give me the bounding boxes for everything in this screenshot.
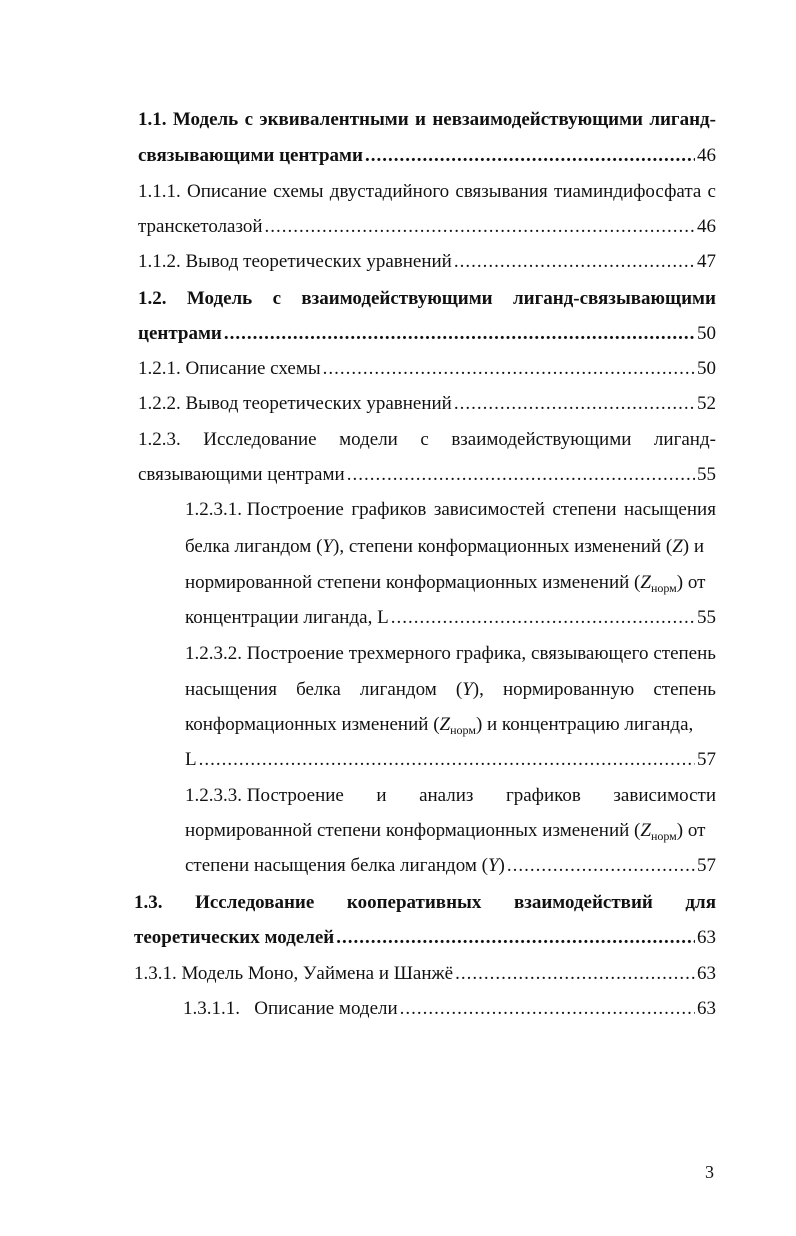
toc-entry-1-1-2: [138, 250, 716, 274]
subscript: норм: [650, 829, 677, 843]
toc-entry-1-2-3-2-line4: [185, 748, 716, 772]
text-fragment: ): [498, 855, 505, 876]
word: лиганд-связывающими: [512, 288, 716, 309]
toc-entry-title: центрами: [138, 323, 222, 344]
symbol-y: Y: [322, 536, 333, 557]
page-ref: 47: [697, 251, 716, 272]
toc-entry-1-2-3-2-line2: [185, 678, 716, 702]
word: тиаминдифосфата: [554, 181, 702, 202]
page-ref: 46: [697, 145, 716, 166]
word: кооперативных: [346, 892, 482, 913]
word: модели: [339, 429, 398, 450]
dot-leader: [507, 854, 695, 878]
symbol-z: Z: [640, 572, 651, 593]
toc-entry-title: теоретических моделей: [134, 927, 335, 948]
dot-leader: [455, 962, 695, 986]
word: насыщения: [624, 499, 716, 520]
word: с: [244, 109, 254, 130]
word: Описание: [186, 181, 267, 202]
toc-entry-title: связывающими центрами: [138, 145, 363, 166]
dot-leader: [224, 322, 695, 346]
toc-entry-1-3-1-1: [183, 997, 716, 1021]
dot-leader: [365, 144, 695, 168]
word: 1.1.: [138, 109, 167, 130]
toc-entry-1-2-1: [138, 357, 716, 381]
page-ref: 57: [697, 749, 716, 770]
word: Модель: [186, 288, 253, 309]
word: графиков: [351, 499, 427, 520]
page-ref: 50: [697, 323, 716, 344]
dot-leader: [347, 463, 695, 487]
word: взаимодействий: [513, 892, 653, 913]
text-fragment: ) и концентрацию лиганда,: [475, 714, 694, 735]
toc-entry-title: L: [185, 749, 197, 770]
word: степень: [653, 643, 716, 664]
toc-entry-1-3-line1: [134, 891, 716, 915]
text-fragment: ), степени конформационных изменений (: [333, 536, 673, 557]
dot-leader: [199, 748, 695, 772]
toc-entry-1-2-3-1-line1: [185, 498, 716, 522]
toc-entry-1-2-3-3-line1: [185, 784, 716, 808]
text-fragment: белка лигандом (: [185, 536, 323, 557]
word: анализ: [419, 785, 474, 806]
text-fragment: степени насыщения белка лигандом (: [185, 855, 488, 876]
symbol-z: Z: [672, 536, 683, 557]
word: лигандом: [359, 679, 437, 700]
word: зависимостей: [433, 499, 545, 520]
word: эквивалентными: [259, 109, 409, 130]
word: с: [420, 429, 429, 450]
dot-leader: [391, 606, 695, 630]
word: Модель: [172, 109, 239, 130]
dot-leader: [265, 215, 695, 239]
dot-leader: [400, 997, 695, 1021]
toc-entry-1-1-1-line1: [138, 180, 716, 204]
toc-entry-title: 1.3.1.1. Описание модели: [183, 998, 398, 1019]
toc-entry-title: 1.2.2. Вывод теоретических уравнений: [138, 393, 452, 414]
word: лиганд-: [649, 109, 716, 130]
toc-entry-title: 1.3.1. Модель Моно, Уаймена и Шанжё: [134, 963, 454, 984]
symbol-z: Z: [640, 820, 651, 841]
word: Исследование: [203, 429, 317, 450]
page-ref: 50: [697, 358, 716, 379]
word: и: [376, 785, 387, 806]
word: трехмерного: [348, 643, 451, 664]
word: и: [415, 109, 426, 130]
toc-entry-1-2-2: [138, 392, 716, 416]
word: нормированную: [502, 679, 635, 700]
toc-entry-1-1-line1: [138, 108, 716, 132]
toc-entry-1-2-3-1-line4: [185, 606, 716, 630]
page-ref: 55: [697, 464, 716, 485]
text-fragment: нормированной степени конформационных изменений (: [185, 572, 641, 593]
word: [456, 678, 484, 702]
subscript: норм: [650, 581, 677, 595]
page-ref: 63: [697, 998, 716, 1019]
word: взаимодействующими: [301, 288, 493, 309]
word: графика,: [455, 643, 527, 664]
page-ref: 63: [697, 927, 716, 948]
toc-entry-title: 1.1.2. Вывод теоретических уравнений: [138, 251, 452, 272]
word: графиков: [505, 785, 581, 806]
toc-entry-1-2-3-2-line1: [185, 642, 716, 666]
symbol-y: Y: [487, 855, 499, 876]
dot-leader: [454, 250, 695, 274]
symbol-y: Y: [462, 679, 473, 700]
word: схемы: [273, 181, 324, 202]
page-ref: 55: [697, 607, 716, 628]
word: лиганд-: [653, 429, 716, 450]
word: с: [272, 288, 282, 309]
page-ref: 46: [697, 216, 716, 237]
word: 1.2.3.: [138, 429, 181, 450]
word: насыщения: [185, 679, 277, 700]
toc-entry-1-2-3-line2: [138, 463, 716, 487]
word: для: [685, 892, 716, 913]
toc-entry-1-2-line1: [138, 287, 716, 311]
word: с: [707, 181, 716, 202]
page-ref: 52: [697, 393, 716, 414]
word: связывающего: [531, 643, 649, 664]
toc-entry-1-2-3-2-line3: [185, 713, 716, 737]
word: белка: [296, 679, 341, 700]
page-ref: 63: [697, 963, 716, 984]
toc-entry-1-1-1-line2: [138, 215, 716, 239]
page-number: 3: [705, 1162, 714, 1182]
word: 1.2.3.1. Построение: [185, 499, 344, 520]
toc-entry-title: 1.2.1. Описание схемы: [138, 358, 321, 379]
toc-entry-title: транскетолазой: [138, 216, 263, 237]
word: двустадийного: [329, 181, 450, 202]
text-fragment: ) и: [682, 536, 705, 557]
word: 1.1.1.: [138, 181, 181, 202]
toc-entry-1-2-3-1-line2: [185, 535, 716, 559]
word: степени: [552, 499, 617, 520]
toc-entry-title: концентрации лиганда, L: [185, 607, 389, 628]
toc-entry-1-2-3-3-line3: [185, 854, 716, 878]
word: зависимости: [613, 785, 716, 806]
dot-leader: [336, 926, 695, 950]
toc-entry-1-2-3-line1: [138, 428, 716, 452]
dot-leader: [454, 392, 695, 416]
text-fragment: (: [455, 679, 463, 700]
word: 1.2.3.2. Построение: [185, 643, 344, 664]
word: 1.2.3.3. Построение: [185, 785, 344, 806]
symbol-z: Z: [439, 714, 451, 735]
text-fragment: нормированной степени конформационных изменений (: [185, 820, 641, 841]
toc-entry-1-3-1: [134, 962, 716, 986]
subscript: норм: [450, 723, 476, 737]
word: взаимодействующими: [451, 429, 632, 450]
word: 1.3.: [134, 892, 163, 913]
text-fragment: конформационных изменений (: [185, 714, 440, 735]
toc-entry-title: связывающими центрами: [138, 464, 345, 485]
word: степень: [653, 679, 716, 700]
text-fragment: ) от: [676, 820, 706, 841]
toc-entry-1-3-line2: [134, 926, 716, 950]
text-fragment: ),: [472, 679, 484, 700]
toc-entry-1-1-line2: [138, 144, 716, 168]
toc-entry-1-2-line2: [138, 322, 716, 346]
word: 1.2.: [138, 288, 167, 309]
text-fragment: ) от: [676, 572, 706, 593]
word: невзаимодействующими: [432, 109, 643, 130]
word: связывания: [455, 181, 548, 202]
toc-entry-1-2-3-1-line3: [185, 571, 716, 595]
page-ref: 57: [697, 855, 716, 876]
word: Исследование: [195, 892, 315, 913]
toc-entry-1-2-3-3-line2: [185, 819, 716, 843]
dot-leader: [323, 357, 695, 381]
